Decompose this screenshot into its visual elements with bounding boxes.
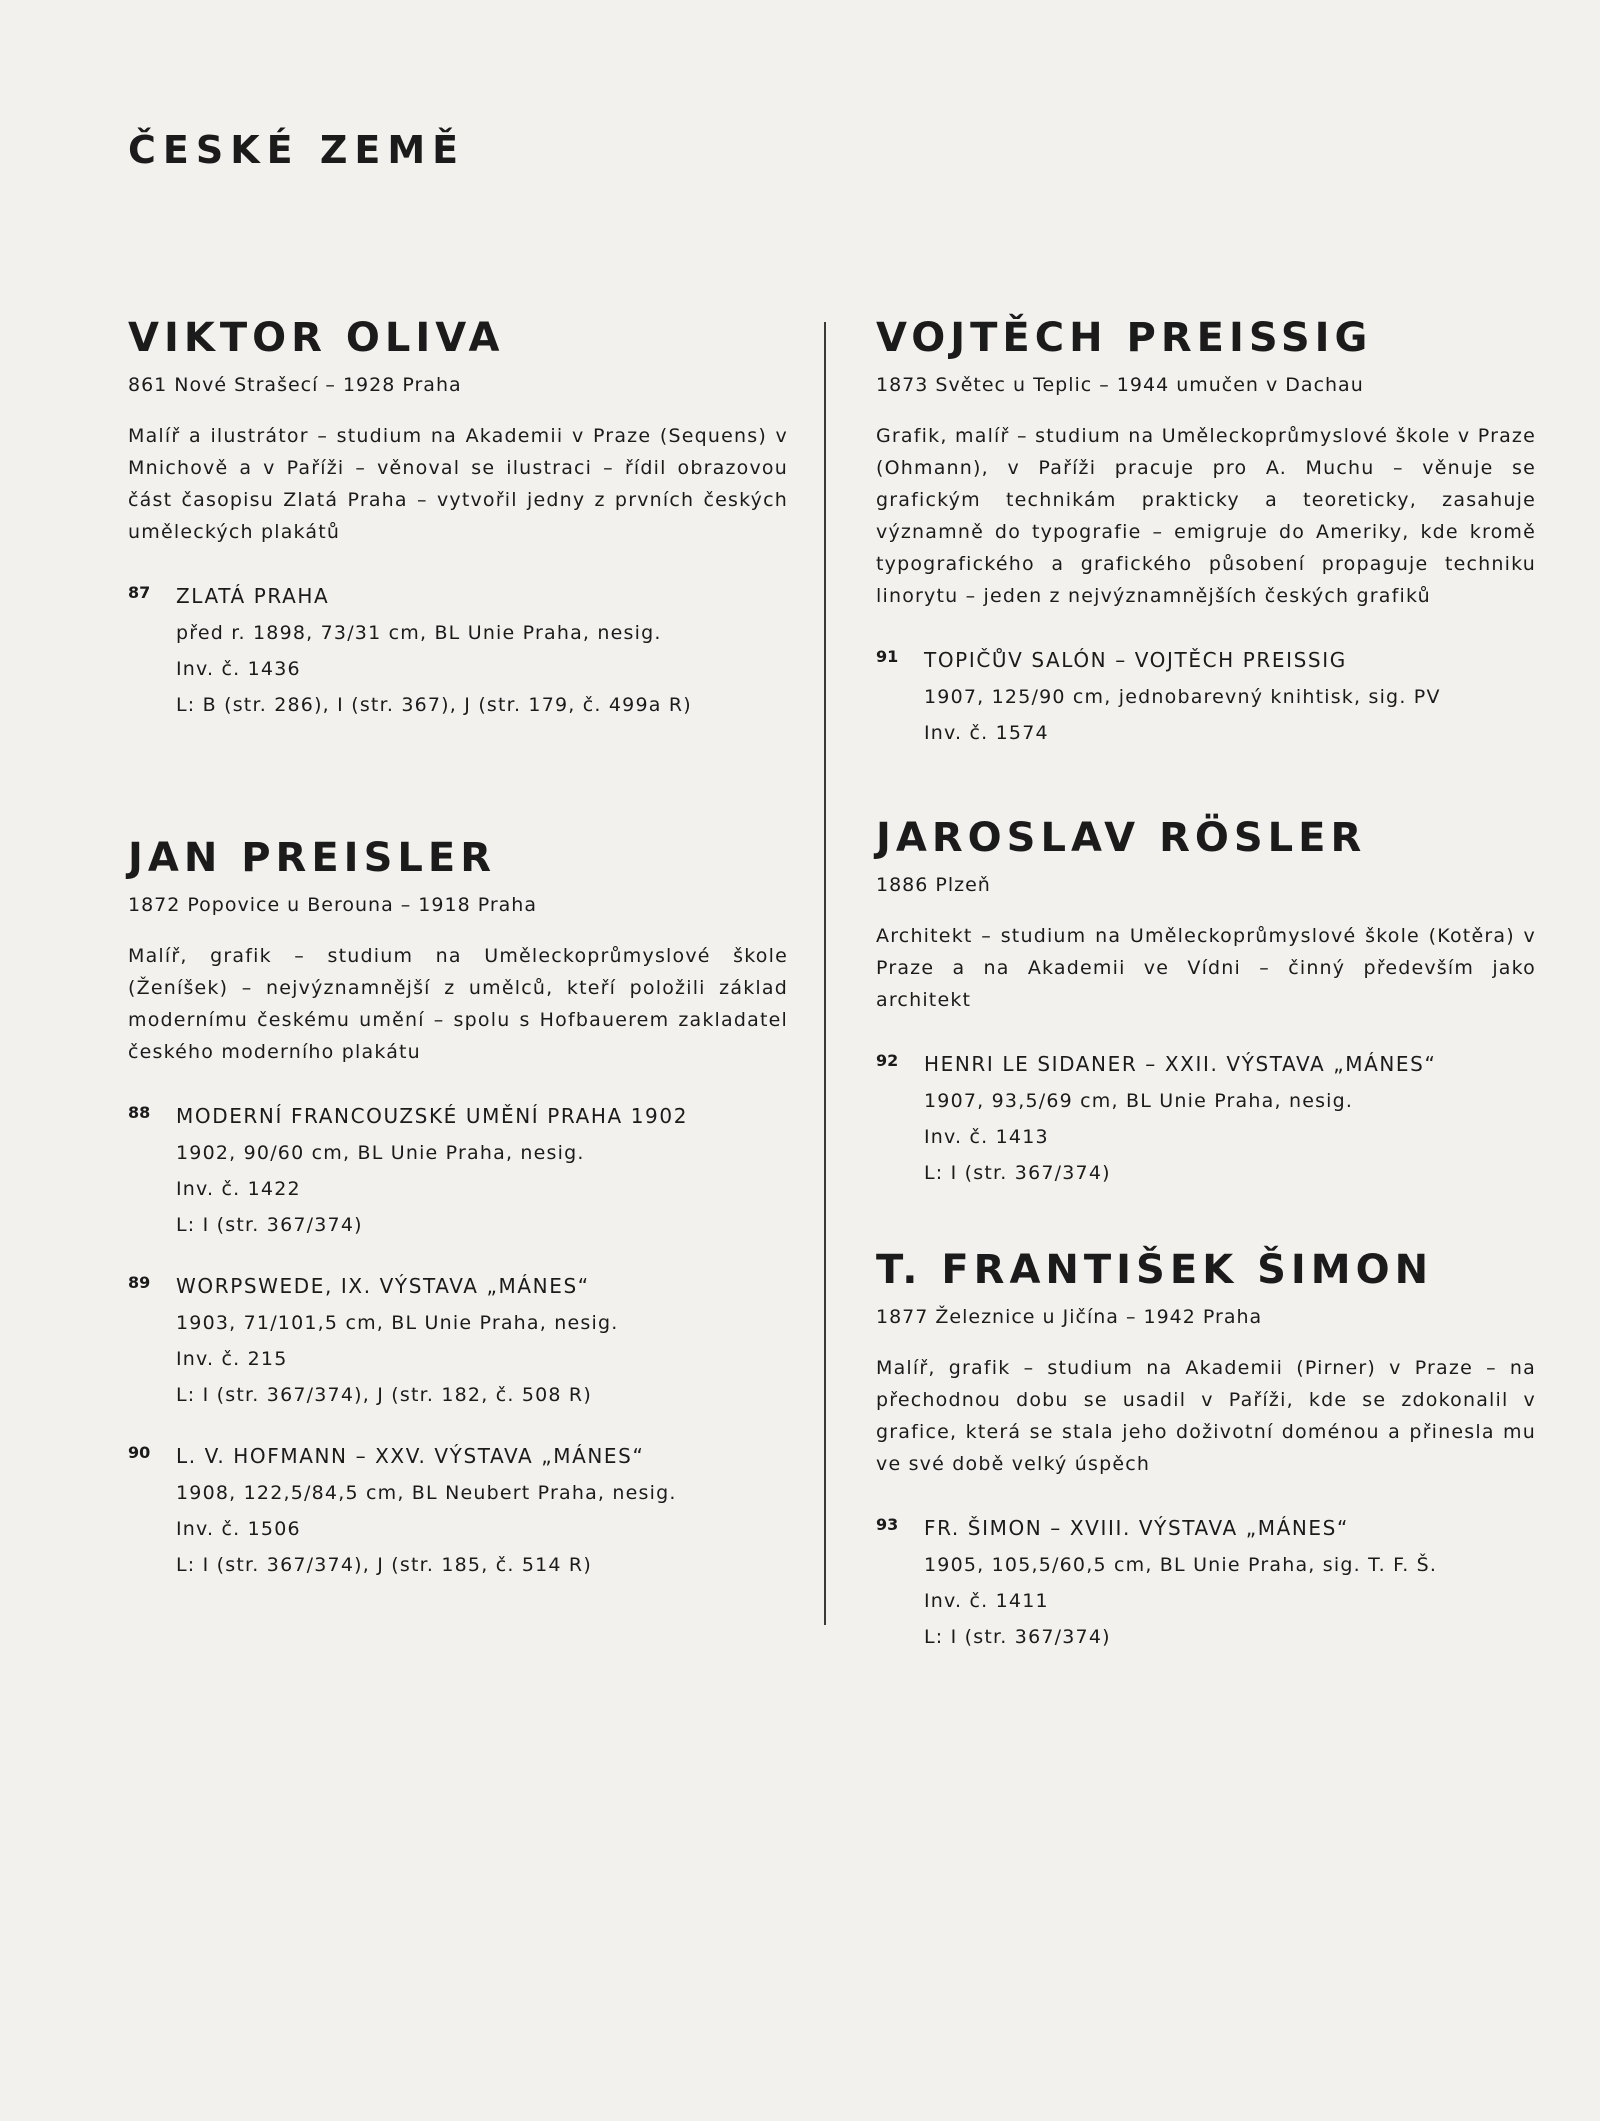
item-dimensions: 1907, 125/90 cm, jednobarevný knihtisk, sig. PV <box>924 686 1441 708</box>
artist-name: VIKTOR OLIVA <box>128 315 505 361</box>
artist-bio: Malíř a ilustrátor – studium na Akademii v Praze (Sequens) v Mnichově a v Paříži – věnoval se ilustraci – řídil obrazovou část časopisu Zlatá Praha – vytvořil jedny z prvních českých uměleckých plakátů <box>128 425 788 543</box>
item-literature: L: I (str. 367/374) <box>924 1626 1111 1648</box>
catalog-item <box>876 1514 1536 1650</box>
item-literature: L: I (str. 367/374) <box>176 1214 363 1236</box>
artist-dates: 1872 Popovice u Berouna – 1918 Praha <box>128 894 537 916</box>
item-dimensions: 1907, 93,5/69 cm, BL Unie Praha, nesig. <box>924 1090 1354 1112</box>
item-title: MODERNÍ FRANCOUZSKÉ UMĚNÍ PRAHA 1902 <box>176 1104 689 1128</box>
artist-dates: 1877 Železnice u Jičína – 1942 Praha <box>876 1306 1263 1328</box>
catalog-item <box>128 1442 788 1578</box>
catalog-item <box>128 582 788 718</box>
item-dimensions: 1902, 90/60 cm, BL Unie Praha, nesig. <box>176 1142 585 1164</box>
item-details <box>176 1140 788 1238</box>
item-literature: L: I (str. 367/374), J (str. 185, č. 514 R) <box>176 1554 592 1576</box>
artist-entry-frantisek-simon <box>876 1246 1536 1650</box>
artist-entry-viktor-oliva <box>128 314 788 718</box>
artist-name: JAN PREISLER <box>128 835 496 881</box>
artist-bio: Malíř, grafik – studium na Akademii (Pirner) v Praze – na přechodnou dobu se usadil v Paříži, kde se zdokonalil v grafice, která se stala jeho doživotní doménou a přinesla mu ve své době velký úspěch <box>876 1357 1536 1475</box>
item-inventory: Inv. č. 1411 <box>924 1590 1049 1612</box>
item-details <box>924 1088 1536 1186</box>
item-inventory: Inv. č. 1574 <box>924 722 1049 744</box>
item-number: 88 <box>128 1103 151 1122</box>
item-dimensions: před r. 1898, 73/31 cm, BL Unie Praha, nesig. <box>176 622 662 644</box>
artist-dates: 861 Nové Strašecí – 1928 Praha <box>128 374 462 396</box>
artist-dates: 1873 Světec u Teplic – 1944 umučen v Dachau <box>876 374 1364 396</box>
item-inventory: Inv. č. 215 <box>176 1348 288 1370</box>
catalog-item <box>128 1272 788 1408</box>
item-title: WORPSWEDE, IX. VÝSTAVA „MÁNES“ <box>176 1274 590 1298</box>
item-number: 90 <box>128 1443 151 1462</box>
item-details <box>176 620 788 718</box>
item-inventory: Inv. č. 1436 <box>176 658 301 680</box>
item-dimensions: 1905, 105,5/60,5 cm, BL Unie Praha, sig. T. F. Š. <box>924 1554 1438 1576</box>
item-literature: L: I (str. 367/374) <box>924 1162 1111 1184</box>
item-inventory: Inv. č. 1413 <box>924 1126 1049 1148</box>
artist-bio: Grafik, malíř – studium na Uměleckoprůmyslové škole v Praze (Ohmann), v Paříži pracuje pro A. Muchu – věnuje se grafickým technikám prakticky a teoreticky, zasahuje významně do typografie – emigruje do Ameriky, kde kromě typografického a grafického působení propaguje techniku linorytu – jeden z nejvýznamnějších českých grafiků <box>876 425 1536 607</box>
item-details <box>176 1480 788 1578</box>
item-dimensions: 1908, 122,5/84,5 cm, BL Neubert Praha, nesig. <box>176 1482 677 1504</box>
artist-name: T. FRANTIŠEK ŠIMON <box>876 1247 1434 1293</box>
item-number: 91 <box>876 647 899 666</box>
artist-entry-vojtech-preissig <box>876 314 1536 746</box>
item-dimensions: 1903, 71/101,5 cm, BL Unie Praha, nesig. <box>176 1312 619 1334</box>
catalog-item <box>876 1050 1536 1186</box>
artist-name: JAROSLAV RÖSLER <box>876 815 1367 861</box>
item-title: ZLATÁ PRAHA <box>176 584 330 608</box>
item-literature: L: I (str. 367/374), J (str. 182, č. 508 R) <box>176 1384 592 1406</box>
column-divider <box>824 322 826 1625</box>
item-details <box>924 1552 1536 1650</box>
item-details <box>924 684 1536 746</box>
item-details <box>176 1310 788 1408</box>
item-inventory: Inv. č. 1422 <box>176 1178 301 1200</box>
catalog-item <box>128 1102 788 1238</box>
item-title: L. V. HOFMANN – XXV. VÝSTAVA „MÁNES“ <box>176 1444 645 1468</box>
item-literature: L: B (str. 286), I (str. 367), J (str. 179, č. 499a R) <box>176 694 692 716</box>
artist-entry-jaroslav-rosler <box>876 814 1536 1186</box>
artist-entry-jan-preisler <box>128 834 788 1578</box>
item-title: TOPIČŮV SALÓN – VOJTĚCH PREISSIG <box>924 648 1347 672</box>
item-number: 93 <box>876 1515 899 1534</box>
artist-bio: Architekt – studium na Uměleckoprůmyslové škole (Kotěra) v Praze a na Akademii ve Vídni – činný především jako architekt <box>876 925 1536 1011</box>
artist-bio: Malíř, grafik – studium na Uměleckoprůmyslové škole (Ženíšek) – nejvýznamnější z umělců, kteří položili základ modernímu českému umění – spolu s Hofbauerem zakladatel českého moderního plakátu <box>128 945 788 1063</box>
artist-name: VOJTĚCH PREISSIG <box>876 315 1373 361</box>
item-number: 87 <box>128 583 151 602</box>
item-title: FR. ŠIMON – XVIII. VÝSTAVA „MÁNES“ <box>924 1516 1349 1540</box>
item-number: 89 <box>128 1273 151 1292</box>
catalog-item <box>876 646 1536 746</box>
artist-dates: 1886 Plzeň <box>876 874 991 896</box>
item-inventory: Inv. č. 1506 <box>176 1518 301 1540</box>
page-heading: ČESKÉ ZEMĚ <box>128 128 466 172</box>
item-number: 92 <box>876 1051 899 1070</box>
item-title: HENRI LE SIDANER – XXII. VÝSTAVA „MÁNES“ <box>924 1052 1437 1076</box>
